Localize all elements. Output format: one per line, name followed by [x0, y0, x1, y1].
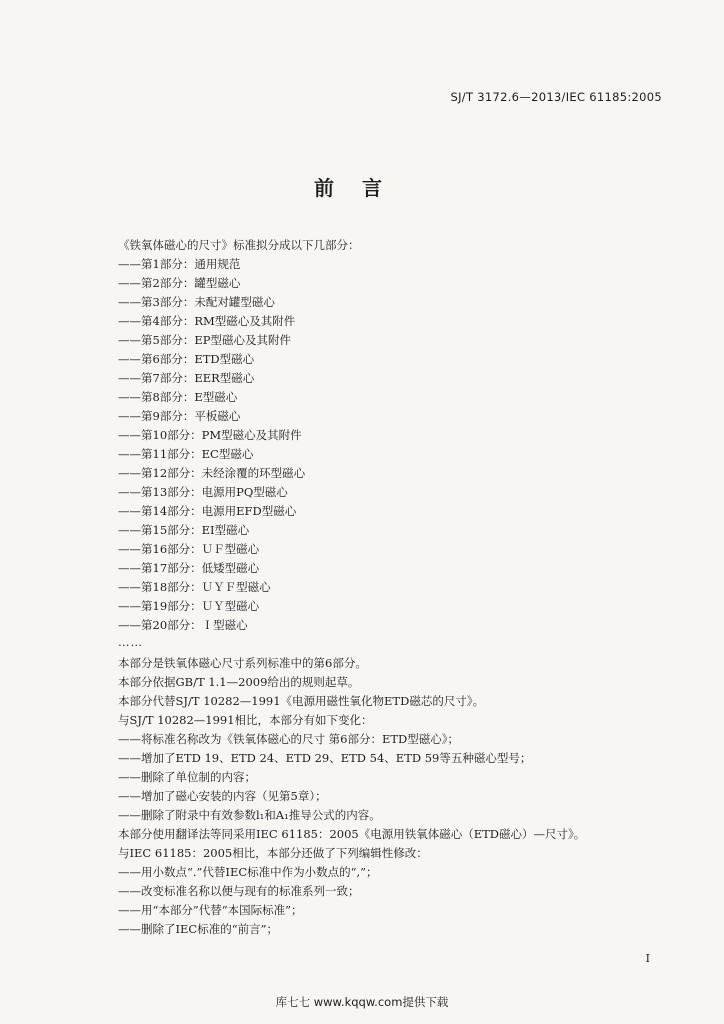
- paragraph: 本部分依据GB/T 1.1—2009给出的规则起草。: [118, 675, 360, 689]
- paragraph: 与SJ/T 10282—1991相比，本部分有如下变化：: [118, 713, 373, 727]
- document-body: [118, 236, 678, 939]
- list-item: ——第3部分：未配对罐型磁心: [118, 295, 275, 309]
- parts-list: [118, 255, 678, 635]
- paragraph: ——增加了ETD 19、ETD 24、ETD 29、ETD 54、ETD 59等五种磁心型号；: [118, 751, 532, 765]
- page-title: 前言: [314, 176, 410, 200]
- list-item: ——第20部分：Ｉ型磁心: [118, 618, 248, 632]
- intro-paragraph: 《铁氧体磁心的尺寸》标准拟分成以下几部分：: [118, 238, 360, 252]
- standard-code: SJ/T 3172.6—2013/IEC 61185:2005: [450, 90, 662, 104]
- list-item: ——第8部分：E型磁心: [118, 390, 238, 404]
- list-item: ——第10部分：PM型磁心及其附件: [118, 428, 302, 442]
- list-item: ——第19部分：ＵＹ型磁心: [118, 599, 260, 613]
- list-item: ——第17部分：低矮型磁心: [118, 561, 260, 575]
- paragraph: ——用小数点“.”代替IEC标准中作为小数点的“,”；: [118, 865, 378, 879]
- list-item: ——第5部分：EP型磁心及其附件: [118, 333, 291, 347]
- page-number: I: [645, 952, 650, 965]
- body-paragraphs: [118, 654, 678, 939]
- paragraph: ——删除了IEC标准的“前言”；: [118, 922, 278, 936]
- list-item: ——第15部分：EI型磁心: [118, 523, 250, 537]
- list-item: ——第18部分：ＵＹＦ型磁心: [118, 580, 271, 594]
- list-item: ——第6部分：ETD型磁心: [118, 352, 255, 366]
- list-item: ——第7部分：EER型磁心: [118, 371, 255, 385]
- paragraph: 本部分代替SJ/T 10282—1991《电源用磁性氧化物ETD磁芯的尺寸》。: [118, 694, 485, 708]
- list-item: ——第1部分：通用规范: [118, 257, 241, 271]
- paragraph: ——将标准名称改为《铁氧体磁心的尺寸 第6部分：ETD型磁心》；: [118, 732, 460, 746]
- paragraph: ——删除了单位制的内容；: [118, 770, 256, 784]
- list-item: ——第2部分：罐型磁心: [118, 276, 241, 290]
- list-item: ——第9部分：平板磁心: [118, 409, 241, 423]
- paragraph: ——增加了磁心安装的内容（见第5章）；: [118, 789, 327, 803]
- list-item: ——第11部分：EC型磁心: [118, 447, 254, 461]
- list-item: ——第12部分：未经涂覆的环型磁心: [118, 466, 306, 480]
- ellipsis: ……: [118, 635, 143, 649]
- paragraph: ——删除了附录中有效参数l₁和A₁推导公式的内容。: [118, 808, 381, 822]
- paragraph: ——用“本部分”代替“本国际标准”；: [118, 903, 303, 917]
- download-footer: 库七七 www.kqqw.com提供下载: [275, 995, 449, 1009]
- paragraph: ——改变标准名称以便与现有的标准系列一致；: [118, 884, 360, 898]
- paragraph: 本部分使用翻译法等同采用IEC 61185：2005《电源用铁氧体磁心（ETD磁心）—尺寸》。: [118, 827, 586, 841]
- paragraph: 与IEC 61185：2005相比，本部分还做了下列编辑性修改：: [118, 846, 428, 860]
- paragraph: 本部分是铁氧体磁心尺寸系列标准中的第6部分。: [118, 656, 367, 670]
- list-item: ——第13部分：电源用PQ型磁心: [118, 485, 288, 499]
- list-item: ——第16部分：ＵＦ型磁心: [118, 542, 260, 556]
- list-item: ——第4部分：RM型磁心及其附件: [118, 314, 296, 328]
- list-item: ——第14部分：电源用EFD型磁心: [118, 504, 297, 518]
